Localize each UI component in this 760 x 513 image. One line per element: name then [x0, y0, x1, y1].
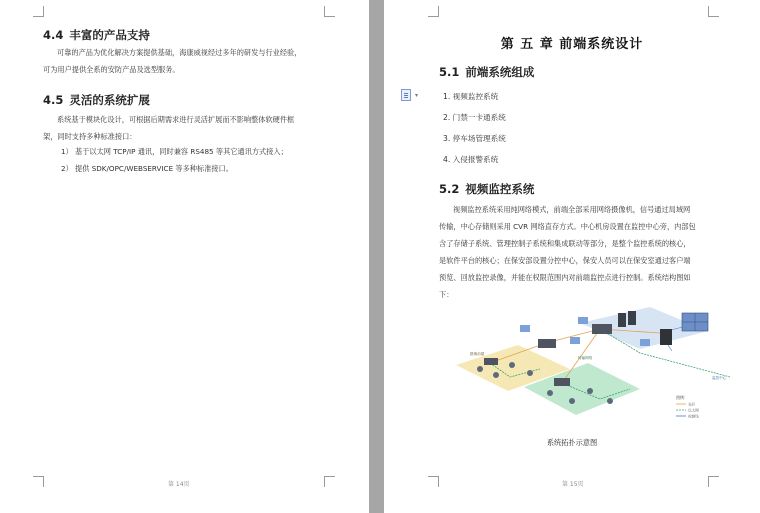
figure-caption: 系统拓扑示意图: [546, 438, 598, 447]
legend-ethernet: 以太网: [688, 408, 699, 413]
crop-mark-top-right: [708, 6, 719, 17]
paragraph-5-2: [439, 201, 724, 303]
chapter-title: 第 五 章 前端系统设计: [500, 37, 644, 52]
zone-label-center: 监控中心: [712, 376, 727, 380]
paragraph-4-4: [43, 44, 343, 78]
paragraph-line: 含了存储子系统、管理控制子系统和集成联动等部分，是整个监控系统的核心，: [439, 239, 691, 248]
section-heading-5-1: [439, 64, 534, 80]
section-title: 灵活的系统扩展: [69, 93, 150, 107]
section-number: 4.5: [43, 93, 64, 107]
document-page-14: [0, 0, 369, 513]
paragraph-line: 下：: [439, 290, 454, 299]
paragraph-line: 可为用户提供全系的安防产品及选型服务。: [43, 65, 180, 74]
crop-mark-bottom-right: [324, 476, 335, 487]
crop-mark-top-left: [428, 6, 439, 17]
list-item: 3. 停车场管理系统: [443, 134, 506, 143]
list-item: 2. 门禁一卡通系统: [443, 113, 506, 122]
crop-mark-bottom-left: [428, 476, 439, 487]
list-item: 2） 提供 SDK/OPC/WEBSERVICE 等多种标准接口。: [61, 164, 233, 173]
paragraph-line: 可靠的产品为优化解决方案提供基础，海康威视经过多年的研发与行业经验，: [57, 48, 302, 57]
section-title: 视频监控系统: [465, 182, 535, 196]
paragraph-line: 架，同时支持多种标准接口：: [43, 132, 137, 141]
zone-label-network: 传输网络: [578, 356, 593, 360]
crop-mark-top-left: [33, 6, 44, 17]
paragraph-4-5: [43, 111, 343, 145]
paragraph-line: 视频监控系统采用纯网络模式，前端全部采用网络摄像机，信号通过局域网: [453, 205, 691, 214]
page-number: 第 15页: [562, 481, 584, 488]
section-title: 丰富的产品支持: [69, 28, 150, 42]
section-heading-4-5: [43, 92, 150, 108]
section-heading-4-4: [43, 27, 150, 43]
legend-video: 视频线: [688, 414, 699, 419]
section-number: 4.4: [43, 28, 64, 42]
legend-fiber: 光纤: [688, 402, 696, 407]
section-number: 5.1: [439, 65, 460, 79]
zone-label-camera: 摄像前端: [470, 352, 485, 356]
section-heading-5-2: [439, 181, 534, 197]
crop-mark-bottom-right: [708, 476, 719, 487]
paragraph-line: 系统基于模块化设计，可根据后期需求进行灵活扩展而不影响整体软硬件框: [57, 115, 295, 124]
list-item: 1） 基于以太网 TCP/IP 通讯，同时兼容 RS485 等其它通讯方式接入；: [61, 147, 288, 156]
paragraph-line: 传输，中心存储则采用 CVR 网络直存方式。中心机房设置在监控中心旁，内部包: [439, 222, 696, 231]
list-item: 4. 入侵报警系统: [443, 155, 499, 164]
section-number: 5.2: [439, 182, 460, 196]
paragraph-line: 是软件平台的核心；在保安部设置分控中心，保安人员可以在保安室通过客户端: [439, 256, 691, 265]
chevron-down-icon[interactable]: ▾: [415, 92, 419, 99]
diagram-legend: [676, 394, 699, 419]
document-icon[interactable]: [401, 89, 411, 101]
crop-mark-top-right: [324, 6, 335, 17]
paragraph-line: 预览、回放监控录像，并能在权限范围内对前端监控点进行控制。系统结构图如: [439, 273, 691, 282]
crop-mark-bottom-left: [33, 476, 44, 487]
legend-title: 图例：: [676, 395, 688, 400]
system-topology-diagram: [450, 303, 730, 421]
page-number: 第 14页: [168, 481, 190, 488]
monitor-wall: [682, 313, 708, 331]
list-item: 1. 视频监控系统: [443, 92, 499, 101]
section-title: 前端系统组成: [465, 65, 535, 79]
document-page-15: [384, 0, 760, 513]
